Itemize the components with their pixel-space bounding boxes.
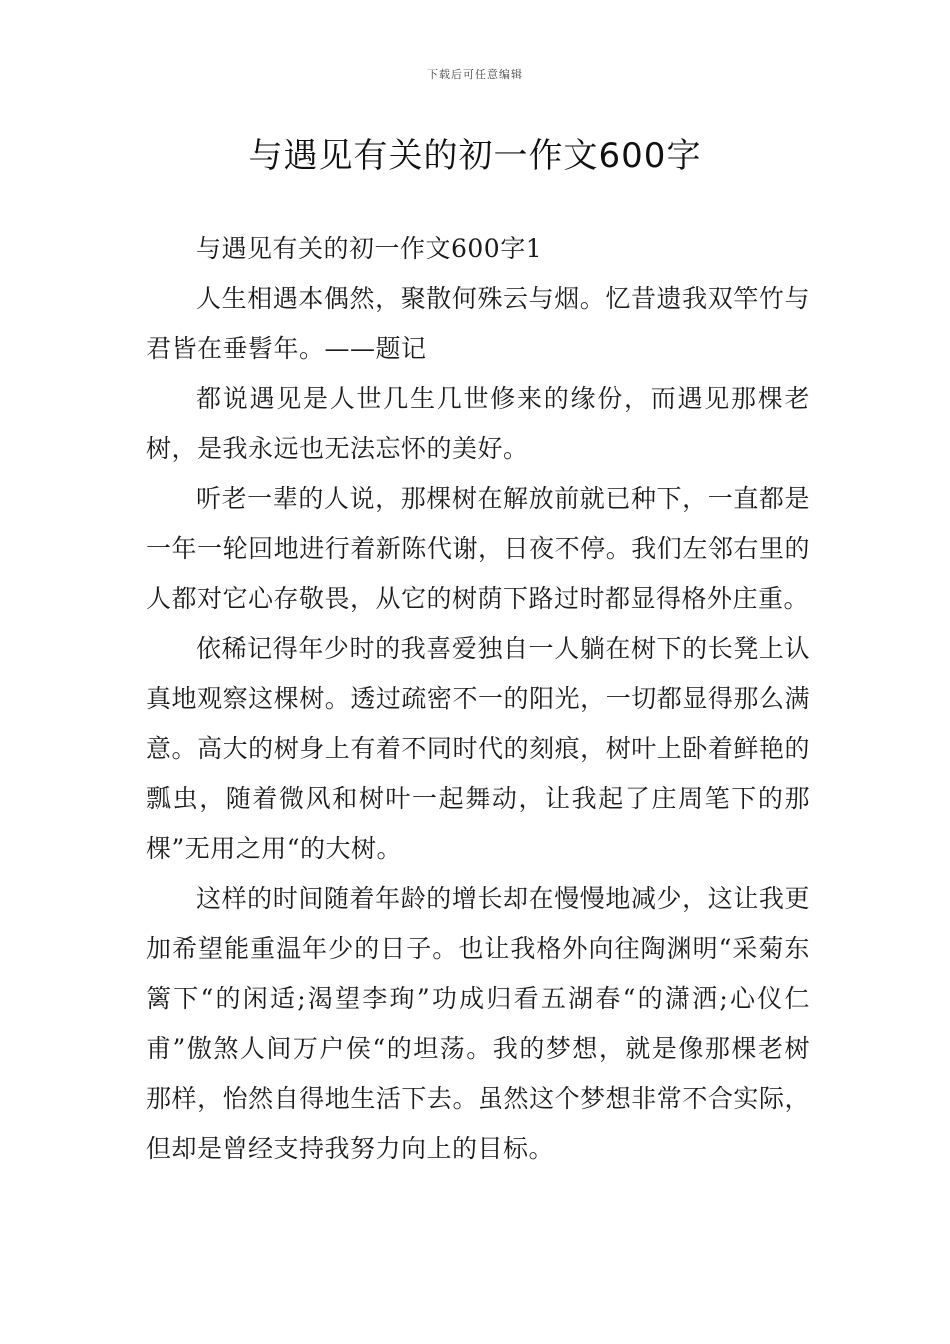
epigraph-paragraph: 人生相遇本偶然，聚散何殊云与烟。忆昔遗我双竿竹与君皆在垂髫年。——题记 [146, 284, 810, 363]
subtitle-paragraph: 与遇见有关的初一作文600字1 [196, 234, 543, 263]
header-note: 下载后可任意编辑 [427, 68, 523, 81]
body-paragraph: 这样的时间随着年龄的增长却在慢慢地减少，这让我更加希望能重温年少的日子。也让我格外向往陶渊明“采菊东篱下“的闲适;渴望李珣”功成归看五湖春“的潇洒;心仪仁甫”傲煞人间万户侯“的坦荡。我的梦想，就是像那棵老树那样，怡然自得地生活下去。虽然这个梦想非常不合实际，但却是曾经支持我努力向上的目标。 [146, 884, 810, 1163]
document-body [146, 224, 810, 1174]
document-title: 与遇见有关的初一作文600字 [248, 136, 702, 176]
body-paragraph: 听老一辈的人说，那棵树在解放前就已种下，一直都是一年一轮回地进行着新陈代谢，日夜不停。我们左邻右里的人都对它心存敬畏，从它的树荫下路过时都显得格外庄重。 [146, 484, 810, 613]
body-paragraph: 都说遇见是人世几生几世修来的缘份，而遇见那棵老树，是我永远也无法忘怀的美好。 [146, 384, 810, 463]
body-paragraph: 依稀记得年少时的我喜爱独自一人躺在树下的长凳上认真地观察这棵树。透过疏密不一的阳光，一切都显得那么满意。高大的树身上有着不同时代的刻痕，树叶上卧着鲜艳的瓢虫，随着微风和树叶一起舞动，让我起了庄周笔下的那棵”无用之用“的大树。 [146, 634, 810, 863]
